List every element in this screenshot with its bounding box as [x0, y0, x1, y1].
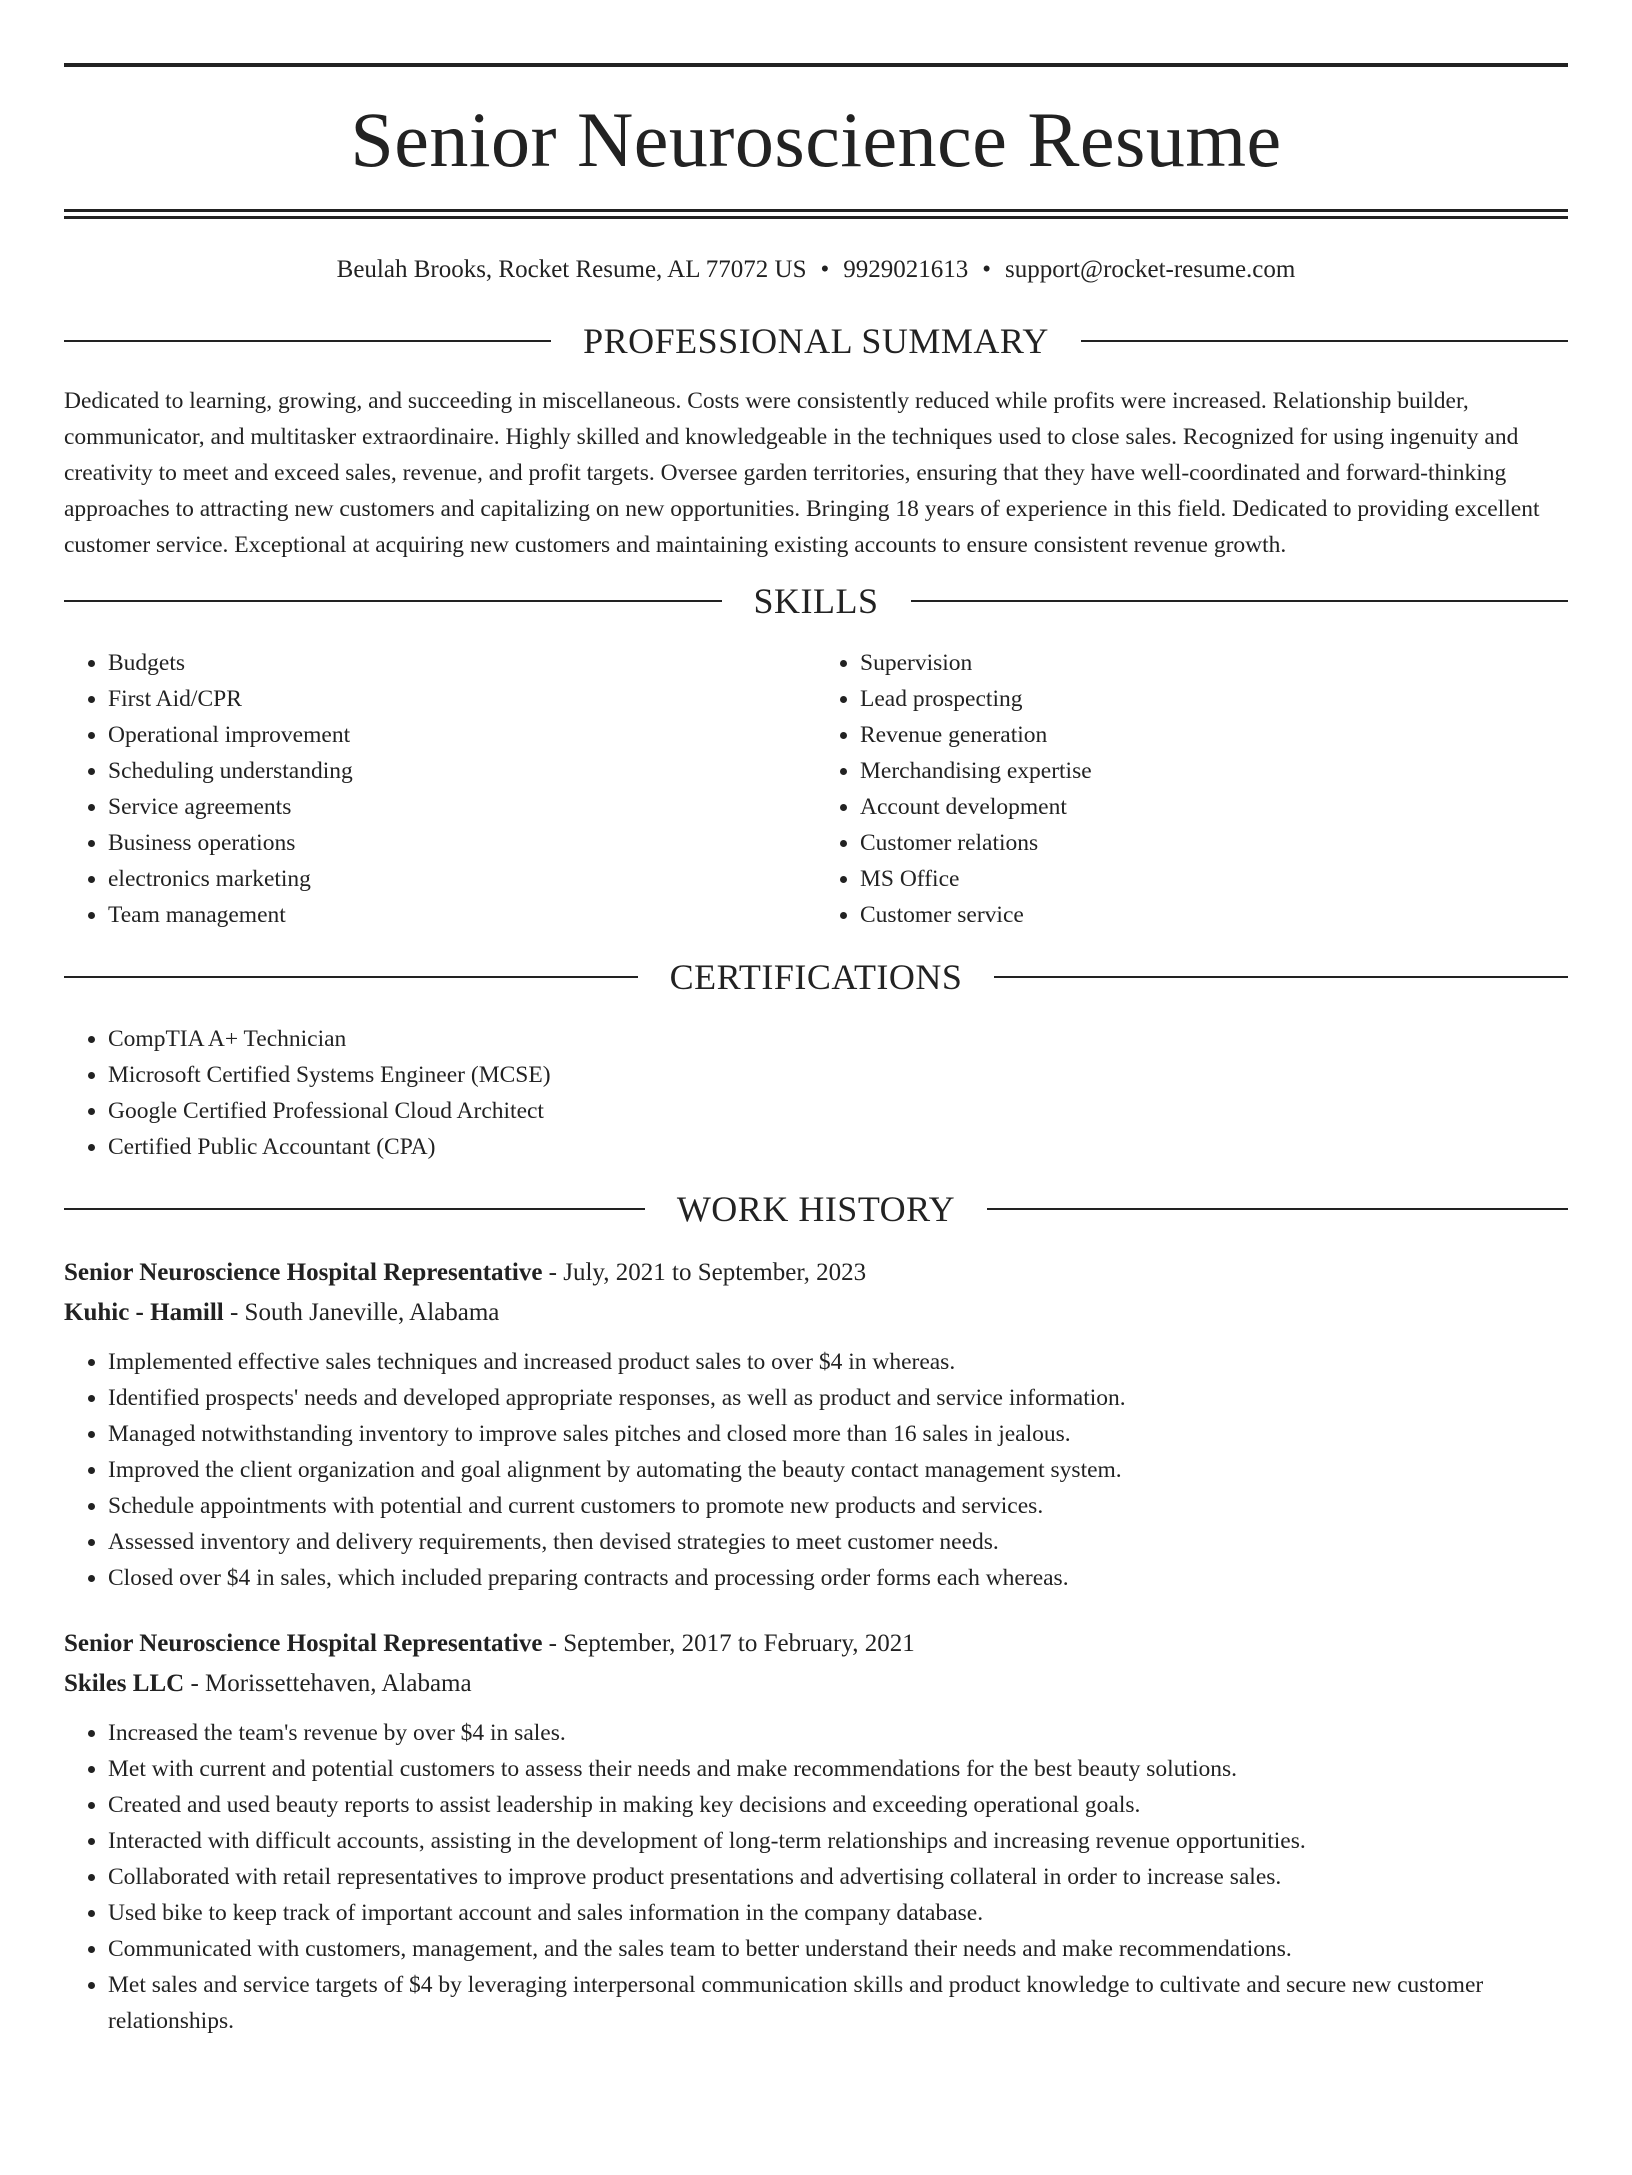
job-bullet: • Implemented effective sales techniques and increased product sales to over $4 in whereas. [108, 1344, 1568, 1380]
job-location: - South Janeville, Alabama [223, 1299, 500, 1326]
job-entry-1 [64, 1253, 1568, 1596]
certification-item: • Microsoft Certified Systems Engineer (MCSE) [108, 1057, 1568, 1093]
skills-column-left [64, 645, 816, 933]
contact-line [64, 255, 1568, 285]
job-dates: - September, 2017 to February, 2021 [542, 1630, 915, 1657]
job-company-line [64, 1664, 1568, 1704]
work-history-heading-label: WORK HISTORY [676, 1189, 956, 1229]
heading-rule [911, 600, 1569, 602]
contact-address: Beulah Brooks, Rocket Resume, AL 77072 US [336, 256, 807, 283]
certification-item: • Certified Public Accountant (CPA) [108, 1129, 1568, 1165]
skill-item: • Service agreements [108, 789, 816, 825]
job-title-line [64, 1253, 1568, 1293]
skill-item: • Merchandising expertise [860, 753, 1568, 789]
job-bullet: • Communicated with customers, management, and the sales team to better understand their needs and make recommendations. [108, 1931, 1568, 1967]
title-double-rule [64, 209, 1568, 219]
job-title-line [64, 1624, 1568, 1664]
job-bullet: • Improved the client organization and goal alignment by automating the beauty contact management system. [108, 1452, 1568, 1488]
skill-item: • MS Office [860, 861, 1568, 897]
job-company: Skiles LLC [64, 1670, 185, 1697]
summary-heading-label: PROFESSIONAL SUMMARY [583, 321, 1049, 361]
contact-email: support@rocket-resume.com [1005, 256, 1296, 283]
heading-rule [64, 600, 722, 602]
skills-left-list [64, 645, 816, 933]
heading-rule [987, 1208, 1568, 1210]
job-bullet: • Created and used beauty reports to assist leadership in making key decisions and exceeding operational goals. [108, 1787, 1568, 1823]
skill-item: • Customer service [860, 897, 1568, 933]
summary-text: Dedicated to learning, growing, and succeeding in miscellaneous. Costs were consistently reduced while profits were increased. Relationship builder, communicator, and multitasker extraordinaire. Highly skilled and knowledgeable in the techniques used to close sales. Recognized for using ingenuity and creativity to meet and exceed sales, revenue, and profit targets. Oversee garden territories, ensuring that they have well-coordinated and forward-thinking approaches to attracting new customers and capitalizing on new opportunities. Bringing 18 years of experience in this field. Dedicated to providing excellent customer service. Exceptional at acquiring new customers and maintaining existing accounts to ensure consistent revenue growth. [64, 388, 1540, 558]
job-company-line [64, 1293, 1568, 1333]
job-company: Kuhic - Hamill [64, 1299, 224, 1326]
heading-rule [64, 340, 551, 342]
skills-heading [64, 579, 1568, 623]
job-bullet: • Managed notwithstanding inventory to improve sales pitches and closed more than 16 sales in jealous. [108, 1416, 1568, 1452]
certification-item: • CompTIA A+ Technician [108, 1021, 1568, 1057]
job-bullet: • Closed over $4 in sales, which included preparing contracts and processing order forms each whereas. [108, 1560, 1568, 1596]
contact-separator: • [820, 256, 830, 283]
job-location: - Morissettehaven, Alabama [184, 1670, 472, 1697]
skills-list [64, 645, 1568, 933]
skill-item: • Revenue generation [860, 717, 1568, 753]
job-bullet: • Identified prospects' needs and developed appropriate responses, as well as product and service information. [108, 1380, 1568, 1416]
skill-item: • Account development [860, 789, 1568, 825]
skill-item: • Customer relations [860, 825, 1568, 861]
contact-phone: 9929021613 [843, 256, 969, 283]
top-rule [64, 63, 1568, 67]
certification-item: • Google Certified Professional Cloud Architect [108, 1093, 1568, 1129]
heading-rule [64, 1208, 645, 1210]
skill-item: • Lead prospecting [860, 681, 1568, 717]
skill-item: • electronics marketing [108, 861, 816, 897]
job-entry-2 [64, 1624, 1568, 2039]
job-bullets [64, 1715, 1568, 2039]
job-dates: - July, 2021 to September, 2023 [542, 1259, 867, 1286]
job-title: Senior Neuroscience Hospital Representative [64, 1630, 543, 1657]
summary-heading [64, 319, 1568, 363]
job-bullet: • Used bike to keep track of important account and sales information in the company database. [108, 1895, 1568, 1931]
certifications-heading-label: CERTIFICATIONS [669, 957, 963, 997]
job-bullet: • Schedule appointments with potential and current customers to promote new products and services. [108, 1488, 1568, 1524]
job-bullets [64, 1344, 1568, 1596]
heading-rule [1081, 340, 1568, 342]
skill-item: • Business operations [108, 825, 816, 861]
resume-page [0, 63, 1632, 2175]
certifications-list [64, 1021, 1568, 1165]
skill-item: • Supervision [860, 645, 1568, 681]
skill-item: • Operational improvement [108, 717, 816, 753]
skills-right-list [816, 645, 1568, 933]
skill-item: • Budgets [108, 645, 816, 681]
heading-rule [994, 976, 1568, 978]
certifications-heading [64, 955, 1568, 999]
skill-item: • Scheduling understanding [108, 753, 816, 789]
job-bullet: • Collaborated with retail representatives to improve product presentations and advertising collateral in order to increase sales. [108, 1859, 1568, 1895]
work-history-heading [64, 1187, 1568, 1231]
job-bullet: • Assessed inventory and delivery requirements, then devised strategies to meet customer needs. [108, 1524, 1568, 1560]
contact-separator: • [982, 256, 992, 283]
job-bullet: • Increased the team's revenue by over $4 in sales. [108, 1715, 1568, 1751]
skill-item: • Team management [108, 897, 816, 933]
skill-item: • First Aid/CPR [108, 681, 816, 717]
heading-rule [64, 976, 638, 978]
job-bullet: • Met sales and service targets of $4 by leveraging interpersonal communication skills and product knowledge to cultivate and secure new customer relationships. [108, 1967, 1568, 2039]
job-title: Senior Neuroscience Hospital Representative [64, 1259, 543, 1286]
skills-heading-label: SKILLS [753, 581, 879, 621]
job-bullet: • Met with current and potential customers to assess their needs and make recommendations for the best beauty solutions. [108, 1751, 1568, 1787]
job-bullet: • Interacted with difficult accounts, assisting in the development of long-term relationships and increasing revenue opportunities. [108, 1823, 1568, 1859]
resume-title: Senior Neuroscience Resume [350, 96, 1282, 183]
skills-column-right [816, 645, 1568, 933]
